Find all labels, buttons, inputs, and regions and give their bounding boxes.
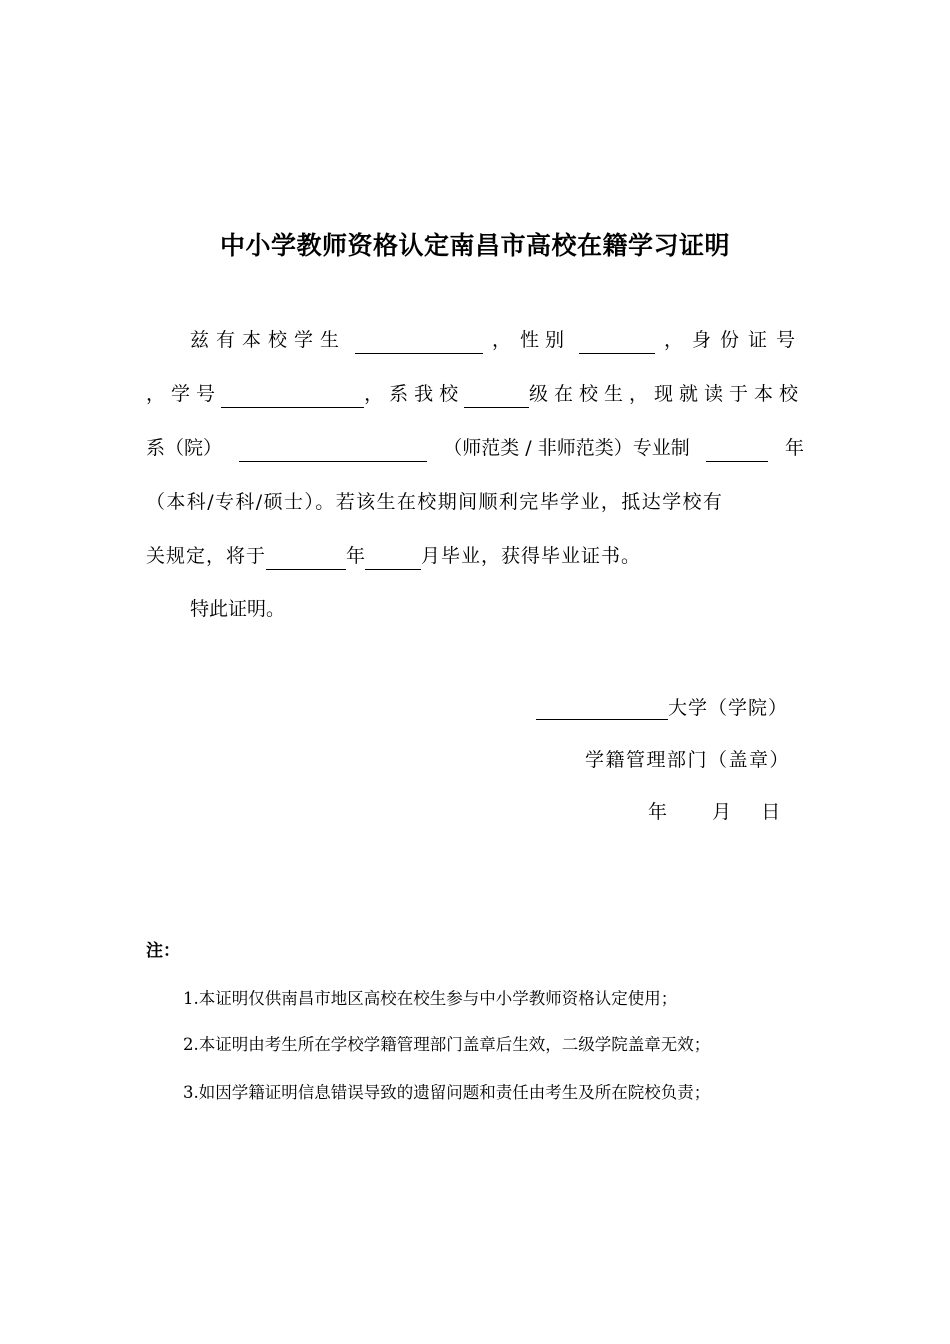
department-seal-label: 学籍管理部门（盖章）	[585, 749, 791, 771]
line2-text-a: ，学号	[146, 383, 222, 405]
line1-text-a: 兹有本校学生	[190, 329, 347, 351]
gender-blank[interactable]	[579, 333, 655, 354]
department-blank[interactable]	[239, 441, 427, 462]
line5-text-b: 年	[346, 545, 366, 567]
graduation-month-blank[interactable]	[365, 549, 421, 570]
university-signature-line	[536, 693, 788, 720]
program-years-blank[interactable]	[706, 441, 768, 462]
line1-text-b: ，	[491, 329, 511, 351]
closing-statement: 特此证明。	[190, 598, 286, 620]
student-name-blank[interactable]	[355, 333, 483, 354]
line5-text-a: 关规定，将于	[146, 545, 267, 567]
graduation-year-blank[interactable]	[266, 549, 346, 570]
line2-text-b: ，系我校	[364, 383, 465, 405]
line5-text-c: 月毕业，获得毕业证书。	[421, 545, 642, 567]
student-id-blank[interactable]	[221, 387, 364, 408]
body-line-5	[146, 542, 641, 570]
note-item-1: 1.本证明仅供南昌市地区高校在校生参与中小学教师资格认定使用；	[183, 989, 678, 1008]
document-title: 中小学教师资格认定南昌市高校在籍学习证明	[219, 231, 730, 260]
line3-text-c: 年	[784, 437, 804, 459]
body-line-1	[190, 326, 804, 354]
line3-text-a: 系（院）	[146, 437, 223, 459]
body-line-2	[146, 380, 804, 408]
grade-blank[interactable]	[464, 387, 529, 408]
line1-text-c: 性别	[519, 329, 570, 351]
body-line-3	[146, 434, 804, 462]
date-year-label: 年	[648, 801, 668, 823]
note-item-2: 2.本证明由考生所在学校学籍管理部门盖章后生效，二级学院盖章无效；	[183, 1035, 711, 1054]
notes-label: 注：	[146, 941, 180, 961]
line1-text-d: ，身份证号	[663, 329, 804, 351]
line3-text-b: （师范类 / 非师范类）专业制	[443, 437, 690, 459]
date-day-label: 日	[761, 801, 781, 823]
line2-text-c: 级在校生，现就读于本校	[528, 383, 804, 405]
university-name-blank[interactable]	[536, 699, 668, 720]
date-month-label: 月	[712, 801, 732, 823]
note-item-3: 3.如因学籍证明信息错误导致的遗留问题和责任由考生及所在院校负责；	[183, 1083, 711, 1102]
body-line-4: （本科/专科/硕士）。若该生在校期间顺利完毕学业，抵达学校有	[146, 491, 724, 513]
university-label: 大学（学院）	[668, 697, 789, 719]
signature-date	[648, 797, 780, 824]
